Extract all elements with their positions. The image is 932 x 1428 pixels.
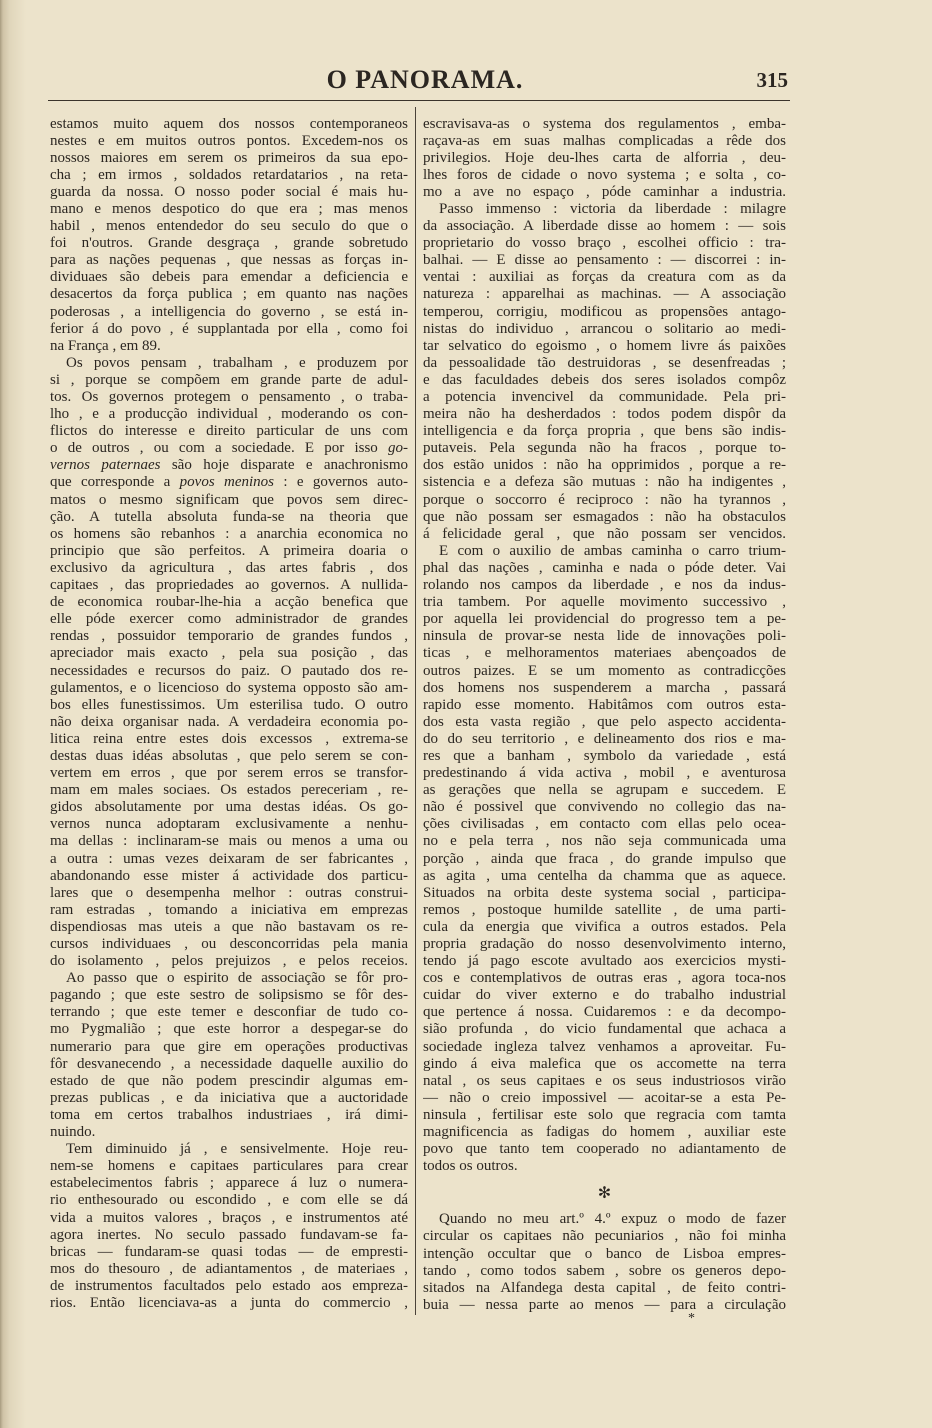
text-line: principio que são perfeitos. A primeira doaria o [50,542,408,559]
text-line: foi n'outros. Grande desgraça , grande sobretudo [50,235,408,252]
italic-text-run: go- [388,440,408,457]
text-line: E com o auxilio de ambas caminha o carro trium- [439,542,786,559]
text-line: balhai. — E disse ao pensamento : — discorrei : in- [423,252,786,269]
paragraph [50,1141,408,1312]
text-line: lho , e a producção individual , moderando os con- [50,406,408,423]
text-line: ções civilisadas , em contacto com ellas pelo ocea- [423,816,786,833]
text-line: abandonando esse mister á actividade dos particu- [50,867,408,884]
text-line: nestes e em muitos outros pontos. Excedem-nos os [50,132,408,149]
text-line: dos homens nos suspenderem a marcha , passará [423,679,786,696]
text-line: para as nações pequenas , que nessas as forças in- [50,252,408,269]
text-line: lares que o desempenha melhor : outras construi- [50,884,408,901]
text-line: numerario para que gire em operações productivas [50,1038,408,1055]
text-line: vida a muitos valores , braços , e instrumentos até [50,1209,408,1226]
text-line: tos. Os governos protegem o pensamento , o traba- [50,389,408,405]
text-run: são hoje disparate e anachronismo [160,457,408,474]
text-line: tria tambem. Por aquelle movimento successivo , [423,594,786,611]
text-line [50,457,408,474]
text-line: dispendiosas mas uteis a que não bastavam os re- [50,918,408,935]
text-line: destas duas idéas absolutas , que pelo serem se con- [50,747,408,764]
text-line: intenção occultar que o banco de Lisboa empres- [423,1245,786,1262]
text-line: estabelecimentos fabris ; apparece á luz o numera- [50,1175,408,1192]
text-line: ticas , e melhoramentos materiaes abençoados de [423,645,786,662]
text-line: não deixa organisar nada. A verdadeira economia po- [50,713,408,730]
text-line: ma dellas : inclinaram-se mais ou menos a uma ou [50,833,408,850]
text-line: Os povos pensam , trabalham , e produzem por [66,354,408,371]
text-line: magnificencia as fadigas do homem , auxiliar este [423,1124,786,1141]
text-line: natureza : apparelhai as machinas. — A associação [423,286,786,303]
text-line: de economica roubar-lhe-hia a acção benefica que [50,594,408,611]
text-line: a outra : umas vezes deixaram de ser fabricantes , [50,850,408,867]
text-line: flictos do interesse e direito particular de uns com [50,423,408,440]
paragraph [50,970,408,1141]
text-line: sião profunda , do vicio fundamental que achaca a [423,1021,786,1038]
text-line: natal , os seus capitaes e os seus industriosos virão [423,1072,786,1089]
text-line: de instrumentos facultados pelo estado aos empreza- [50,1277,408,1294]
text-line: ninsula de provar-se nesta lide de innovações poli- [423,628,786,645]
text-line: rendas , possuidor temporario de grandes fundos , [50,628,408,645]
italic-text-run: povos meninos [179,474,274,491]
text-line: estamos muito aquem dos nossos contemporaneos [50,115,408,132]
text-line: que não possam ser esmagados : não ha obstaculos [423,508,786,525]
page-number: 315 [756,68,788,92]
left-text-column [50,116,408,1313]
paragraph [50,116,408,355]
page-title: O PANORAMA. [326,65,524,94]
text-line: porção , ainda que fraca , do grande impulso que [423,850,786,867]
text-line: Ao passo que o espirito de associação se fôr pro- [66,970,408,987]
text-line: do do seu territorio , e delineamento dos rios e ma- [423,730,786,747]
text-line: mano e menos despotico do que era ; mas menos [50,200,408,217]
text-line: cula da energia que vivifica a outros estados. Pela [423,918,786,935]
text-line: da associação. A liberdade disse ao homem : — sois [423,218,786,235]
text-line: vernos nunca adoptaram exclusivamente a nenhu- [50,816,408,833]
text-line: mo Pygmalião ; que este horror a despegar-se do [50,1021,408,1038]
text-line: proprietario do vosso braço , escolhei officio : tra- [423,235,786,252]
text-line: as gerações que nella se agrupam e succedem. E [423,782,786,799]
text-line: si , porque se compõem em grande parte de adul- [50,371,408,388]
text-line: do isolamento , pelos prejuizos , e pelos receios. [50,953,408,970]
text-line: bos elles funestissimos. Um esterilisa tudo. O outro [50,696,408,713]
text-line: mos do thesouro , de adiantamentos , de materiaes , [50,1260,408,1277]
text-line: exclusivo da agricultura , das artes fabris , dos [50,559,408,576]
text-line: mam em males sociaes. Os estados pereceriam , re- [50,782,408,799]
text-line: terrando ; que este temer e desconfiar de tudo co- [50,1004,408,1021]
text-line: porque o soccorro é reciproco : não ha tyrannos , [423,491,786,508]
text-line: nem-se homens e capitaes particulares para crear [50,1158,408,1175]
text-line: matos o mesmo significam que povos sem direc- [50,491,408,508]
text-line: capitaes , das propriedades ao governos. A nullida- [50,577,408,594]
text-line: res que a banham , symbolo da variedade , está [423,747,786,764]
text-line: fôr desvanecendo , a necessidade daquelle auxilio do [50,1055,408,1072]
text-line: rios. Então licenciava-as a junta do commercio , [50,1294,408,1311]
text-line: dividuaes são debeis para emendar a deficiencia e [50,269,408,286]
text-line: outros paizes. E se um momento as contradicções [423,662,786,679]
text-line: as agita , uma centelha da chamma que as aquece. [423,867,786,884]
text-line: á felicidade geral , que não possam ser vencidos. [423,525,786,542]
text-line: remos , postoque humilde satellite , de uma parti- [423,901,786,918]
text-line: cha ; em irmos , soldados retardatarios , na reta- [50,166,408,183]
text-line: não é possivel que convivendo no collegio das na- [423,799,786,816]
text-line: propria gradação do nosso desenvolvimento interno, [423,936,786,952]
text-line: povo que tanto tem cooperado no adiantamento de [423,1141,786,1158]
text-line: ferior á do povo , é supplantada por ella , como foi [50,320,408,337]
text-line: ventai : auxiliai as forças da creatura com as da [423,269,786,286]
text-line: rapido esse momento. Habitâmos com outros esta- [423,696,786,713]
right-text-column [423,116,786,1314]
text-line: tar selvatico do egoismo , o homem livre ás paixões [423,337,786,354]
text-line: rolando nos campos da liberdade , e nos da indus- [423,577,786,594]
text-line [50,440,408,457]
text-line: gulamentos, e o licencioso do systema opposto são am- [50,679,408,696]
text-line: gindo á eiva malefica que os accomette na terra [423,1055,786,1072]
text-line: prezas publicas , e da iniciativa que a auctoridade [50,1089,408,1106]
text-line: Situados na orbita deste systema social , participa- [423,884,786,901]
text-line: poderosas , a intelligencia do governo , se está in- [50,303,408,320]
text-line: habil , menos entendedor do seu seculo do que o [50,218,408,235]
text-line: dos estão unidos : não ha opprimidos , porque a re- [423,457,786,474]
text-line: Quando no meu art.º 4.º expuz o modo de fazer [439,1211,786,1228]
text-line: necessidades e recursos do paiz. O pautado dos re- [50,662,408,679]
text-line: cursos individuaes , ou desconcorridas pela mania [50,936,408,952]
text-line: toma em certos trabalhos industriaes , irá dimi- [50,1106,408,1123]
text-line: desacertos da força publica ; em quanto nas nações [50,286,408,303]
text-line: na França , em 89. [50,337,161,354]
text-line: rio enthesourado ou escondido , e com elle se dá [50,1192,408,1209]
text-run: que corresponde a [50,474,180,491]
text-line: vertem em erros , que por serem erros se transfor- [50,765,408,782]
text-line: mo a ave no espaço , póde caminhar a industria. [423,183,786,200]
text-line [50,474,408,491]
text-line: ram estradas , tomando a iniciativa em emprezas [50,901,408,918]
text-line: nossos maiores em serem os primeiros da sua epo- [50,149,408,166]
text-line: os homens são rebanhos : a anarchia economica no [50,525,408,542]
text-line: e das faculdades debeis dos seres isolados compôz [423,371,786,388]
text-line: estado de que não podem prescindir algumas em- [50,1072,408,1089]
text-line: gidos absolutamente por uma destas idéas. Os go- [50,799,408,816]
text-line: sistencia e a defeza são mutuas : não ha indigentes , [423,474,786,491]
text-line: por aquella lei providencial do progresso tem a pe- [423,611,786,628]
text-line: guarda da nossa. O nosso poder social é mais hu- [50,183,408,200]
text-line: Passo immenso : victoria da liberdade : milagre [439,200,786,217]
text-line: a potencia invencivel da communidade. Pela pri- [423,389,786,405]
text-line: no e pela terra , nos não seja communicada uma [423,833,786,850]
text-line: cuidar do viver externo e do trabalho industrial [423,987,786,1004]
text-line: predestinando á vida activa , mobil , e aventurosa [423,765,786,782]
text-line: agora inertes. No seculo passado fundavam-se fa- [50,1226,408,1243]
text-line: que pertence á nossa. Cuidaremos : e da decompo- [423,1004,786,1021]
text-line: ninsula , fertilisar este solo que regracia com tamta [423,1106,786,1123]
signature-mark: * [688,1311,695,1326]
column-divider [415,107,416,1315]
text-run: : e governos auto- [274,474,408,491]
text-line: litica reina entre estes dois excessos , extrema-se [50,730,408,747]
italic-text-run: vernos paternaes [50,457,161,474]
page-spine-shadow [0,0,26,1428]
text-line: buia — nessa parte ao menos — para a circulação [423,1296,786,1313]
text-line: nuindo. [50,1124,96,1141]
text-line: meira não ha desherdados : todos podem dispôr da [423,406,786,423]
text-line: tendo já pago escote avultado aos exercicios mysti- [423,953,786,970]
text-line: pagando ; que este sestro de solipsismo se fôr des- [50,987,408,1004]
text-line: circular os capitaes não pecuniarios , não foi minha [423,1228,786,1245]
text-line: cos e contemplativos de outras eras , agora toca-nos [423,970,786,987]
text-line: nistas do individuo , arrancou o solitario ao medi- [423,320,786,337]
section-separator-asterism: ✻ [597,1183,612,1203]
text-line: sociedade ingleza talvez venhamos a aproveitar. Fu- [423,1038,786,1055]
text-line: putaveis. Pela segunda não ha fracos , porque to- [423,440,786,457]
text-line: ção. A tutella absoluta funda-se na theoria que [50,508,408,525]
text-line: lhes foros de cidade o novo systema ; e solta , co- [423,166,786,183]
text-line: elle póde exercer como administrador de grandes [50,611,408,628]
text-line: — não o creio impossivel — acoitar-se a esta Pe- [423,1089,786,1106]
header-rule [48,100,790,101]
text-line: temperou, corrigiu, modificou as propensões antago- [423,303,786,320]
text-line: todos os outros. [423,1158,518,1175]
text-line: dos esta vasta região , que pelo aspecto accidenta- [423,713,786,730]
text-line: privilegios. Hoje deu-lhes carta de alforria , deu- [423,149,786,166]
text-line: raçava-as em suas malhas complicadas a rêde dos [423,132,786,149]
text-line: bricas — fundaram-se quasi todas — de empresti- [50,1243,408,1260]
paragraph [423,1211,786,1314]
text-line: sitados na Alfandega desta capital , de feito contri- [423,1279,786,1296]
paragraph [423,543,786,1175]
paragraph [50,355,408,970]
text-line: Tem diminuido já , e sensivelmente. Hoje reu- [66,1141,408,1158]
text-line: apreciador mais exacto , pela sua posição , das [50,645,408,662]
paragraph [423,116,786,201]
text-line: tando , como todos sabem , sobre os generos depo- [423,1262,786,1279]
text-line: intelligencia e da força propria , que bens são indis- [423,423,786,440]
text-line: escravisava-as o systema dos regulamentos , emba- [423,115,786,132]
text-line: phal das nações , caminha e nada o póde deter. Vai [423,559,786,576]
text-run: o de outros , ou com a sociedade. E por isso [50,440,388,457]
text-line: da pessoalidade tão destruidoras , se desenfreadas ; [423,354,786,371]
paragraph [423,201,786,543]
